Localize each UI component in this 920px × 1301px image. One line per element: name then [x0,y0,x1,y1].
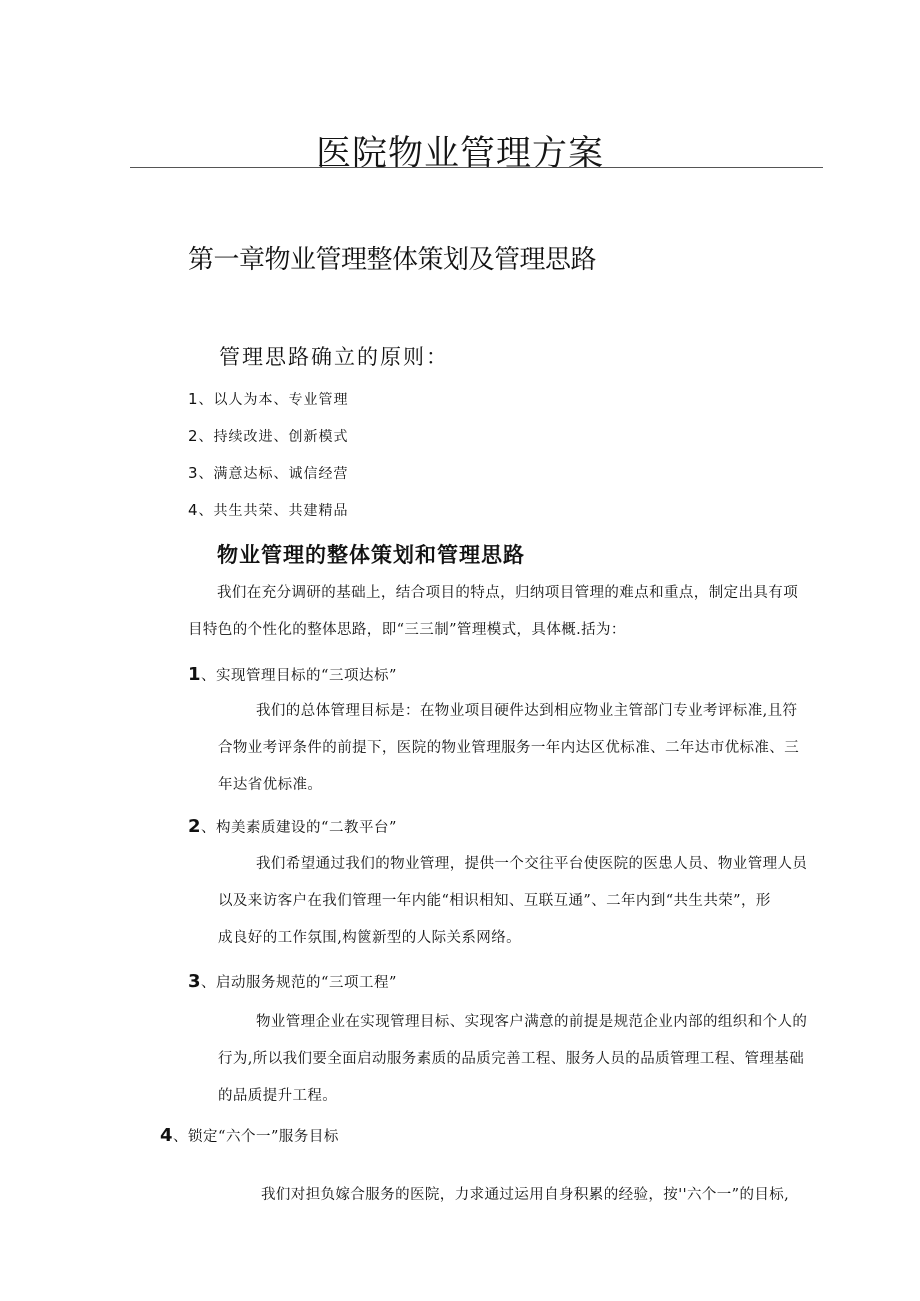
item-body-line: 我们希望通过我们的物业管理，提供一个交往平台使医院的医患人员、物业管理人员 [256,856,808,872]
principle-text: 、持续改进、创新模式 [198,429,349,445]
principle-item [188,500,349,520]
item-body-line: 年达省优标准。 [218,777,323,793]
item-body-line: 以及来访客户在我们管理一年内能“相识相知、互联互通”、二年内到“共生共荣”，形 [218,893,771,909]
intro-line: 我们在充分调研的基础上，结合项目的特点，归纳项目管理的难点和重点，制定出具有项 [217,585,799,601]
item-body-line: 成良好的工作氛围,构篋新型的人际关系网络。 [218,930,522,946]
item-title: 、实现管理目标的“三项达标” [201,668,397,684]
item-number: 1 [188,664,202,685]
item-heading [188,971,397,992]
section-heading: 物业管理的整体策划和管理思路 [217,542,525,567]
principle-item [188,463,349,483]
item-body-line: 我们对担负嫁合服务的医院，力求通过运用自身积累的经验，按''六个一”的目标, [261,1187,790,1203]
item-body-line: 我们的总体管理目标是：在物业项目硬件达到相应物业主管部门专业考评标准,且符 [256,703,798,719]
item-heading [188,816,397,837]
chapter-heading: 第一章物业管理整体策划及管理思路 [188,245,597,275]
principle-item [188,389,349,409]
principle-number: 4 [188,501,199,519]
principle-number: 3 [188,464,199,482]
item-number: 3 [188,971,202,992]
principle-item [188,426,349,446]
item-title: 、启动服务规范的“三项工程” [201,975,397,991]
item-title: 、构美素质建设的“二教平台” [201,820,397,836]
item-title: 、锁定“六个一”服务目标 [173,1129,339,1145]
principle-number: 1 [188,390,199,408]
item-body-line: 合物业考评条件的前提下，医院的物业管理服务一年内达区优标准、二年达市优标准、三 [218,740,800,756]
item-number: 4 [160,1125,174,1146]
item-heading [188,664,397,685]
item-heading [160,1125,339,1146]
intro-line: 目特色的个性化的整体思路，即“三三制”管理模式，具体概.括为： [188,622,626,638]
item-body-line: 行为,所以我们要全面启动服务素质的品质完善工程、服务人员的品质管理工程、管理基础 [218,1051,805,1067]
title-divider [130,167,823,168]
document-title: 医院物业管理方案 [315,134,604,174]
principle-number: 2 [188,427,199,445]
item-body-line: 物业管理企业在实现管理目标、实现客户满意的前提是规范企业内部的组织和个人的 [256,1014,808,1030]
principle-text: 、共生共荣、共建精品 [198,503,349,519]
principle-text: 、以人为本、专业管理 [198,392,349,408]
item-body-line: 的品质提升工程。 [218,1088,338,1104]
principles-heading: 管理思路确立的原则： [219,345,449,369]
principle-text: 、满意达标、诚信经营 [198,466,349,482]
item-number: 2 [188,816,202,837]
